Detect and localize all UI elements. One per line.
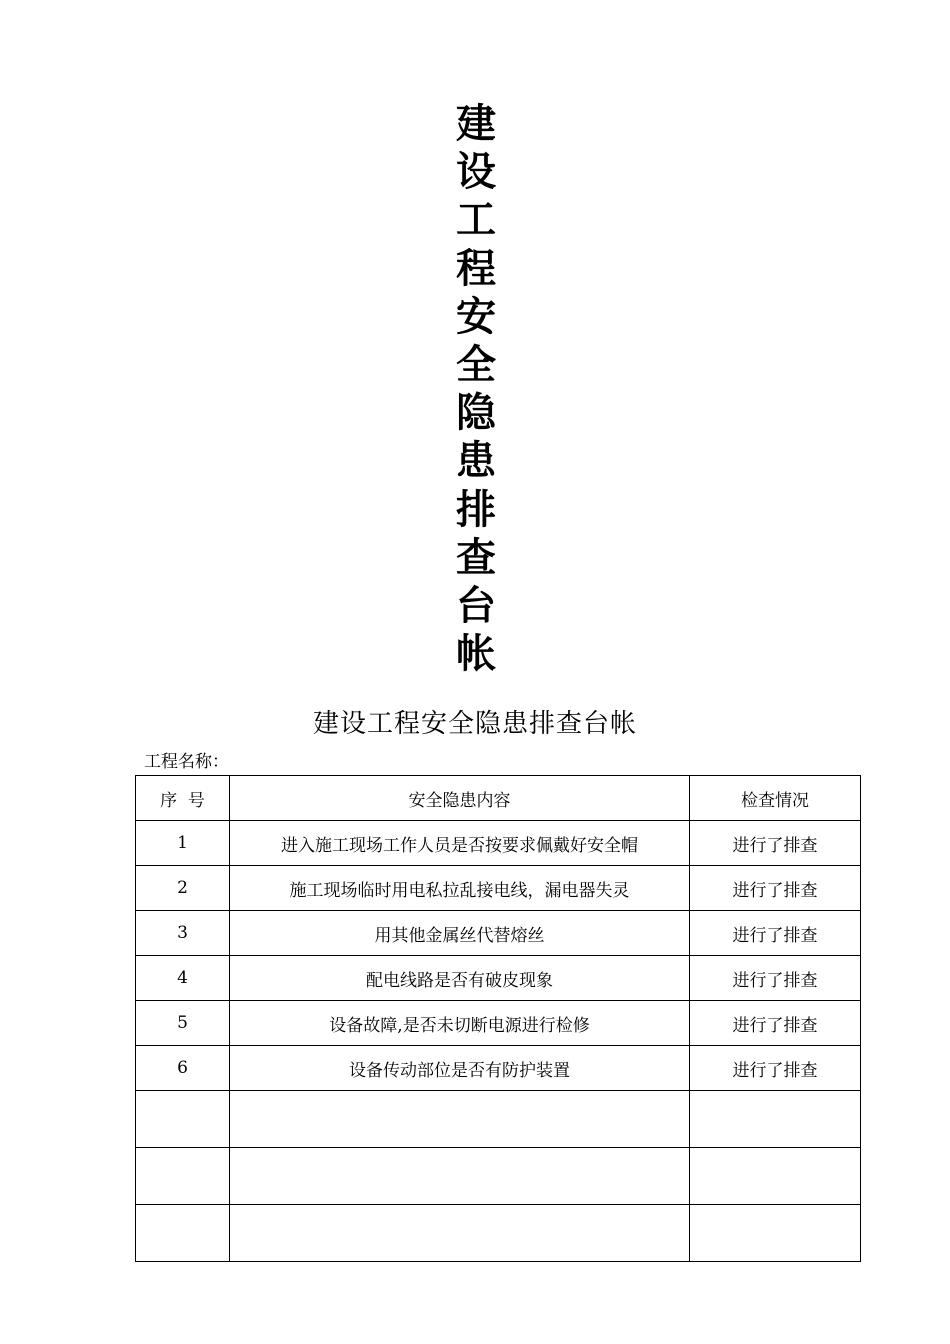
table-row — [136, 1046, 861, 1091]
cover-title-char: 设 — [456, 149, 496, 196]
row-content: 施工现场临时用电私拉乱接电线，漏电器失灵 — [230, 866, 690, 911]
empty-cell — [690, 1205, 861, 1262]
cover-title-char: 工 — [456, 197, 496, 244]
cover-title-char: 排 — [456, 486, 496, 533]
header-hazard-content: 安全隐患内容 — [230, 776, 690, 821]
hazard-ledger-table — [135, 775, 861, 1262]
row-status: 进行了排查 — [690, 911, 861, 956]
cover-title-char: 患 — [456, 438, 496, 485]
cover-title-char: 安 — [456, 293, 496, 340]
table-row — [136, 911, 861, 956]
empty-row — [136, 1205, 861, 1262]
row-status: 进行了排查 — [690, 866, 861, 911]
table-header-row — [136, 776, 861, 821]
empty-cell — [230, 1205, 690, 1262]
row-index: 5 — [136, 1001, 230, 1046]
table-row — [136, 866, 861, 911]
table-row — [136, 956, 861, 1001]
row-content: 用其他金属丝代替熔丝 — [230, 911, 690, 956]
empty-cell — [690, 1148, 861, 1205]
cover-title-vertical — [0, 100, 950, 678]
empty-cell — [136, 1091, 230, 1148]
table-row — [136, 1001, 861, 1046]
cover-title-char: 建 — [456, 101, 496, 147]
empty-cell — [690, 1091, 861, 1148]
empty-row — [136, 1148, 861, 1205]
row-index: 6 — [136, 1046, 230, 1091]
cover-title-char: 查 — [456, 534, 496, 581]
cover-title-char: 隐 — [456, 390, 496, 437]
row-status: 进行了排查 — [690, 821, 861, 866]
row-content: 配电线路是否有破皮现象 — [230, 956, 690, 1001]
cover-title-char: 帐 — [456, 631, 496, 678]
row-index: 2 — [136, 866, 230, 911]
project-name-label: 工程名称： — [144, 752, 229, 772]
empty-cell — [136, 1148, 230, 1205]
row-content: 设备故障,是否未切断电源进行检修 — [230, 1001, 690, 1046]
empty-cell — [136, 1205, 230, 1262]
row-content: 进入施工现场工作人员是否按要求佩戴好安全帽 — [230, 821, 690, 866]
cover-title-char: 台 — [456, 582, 496, 629]
cover-title-char: 程 — [456, 245, 496, 292]
header-index: 序 号 — [136, 776, 230, 821]
empty-cell — [230, 1091, 690, 1148]
document-title: 建设工程安全隐患排查台帐 — [312, 709, 637, 739]
row-status: 进行了排查 — [690, 1001, 861, 1046]
row-status: 进行了排查 — [690, 1046, 861, 1091]
cover-title-char: 全 — [456, 341, 496, 388]
row-index: 3 — [136, 911, 230, 956]
row-content: 设备传动部位是否有防护装置 — [230, 1046, 690, 1091]
empty-cell — [230, 1148, 690, 1205]
table-row — [136, 821, 861, 866]
empty-row — [136, 1091, 861, 1148]
row-index: 1 — [136, 821, 230, 866]
row-status: 进行了排查 — [690, 956, 861, 1001]
header-inspection-status: 检查情况 — [690, 776, 861, 821]
row-index: 4 — [136, 956, 230, 1001]
